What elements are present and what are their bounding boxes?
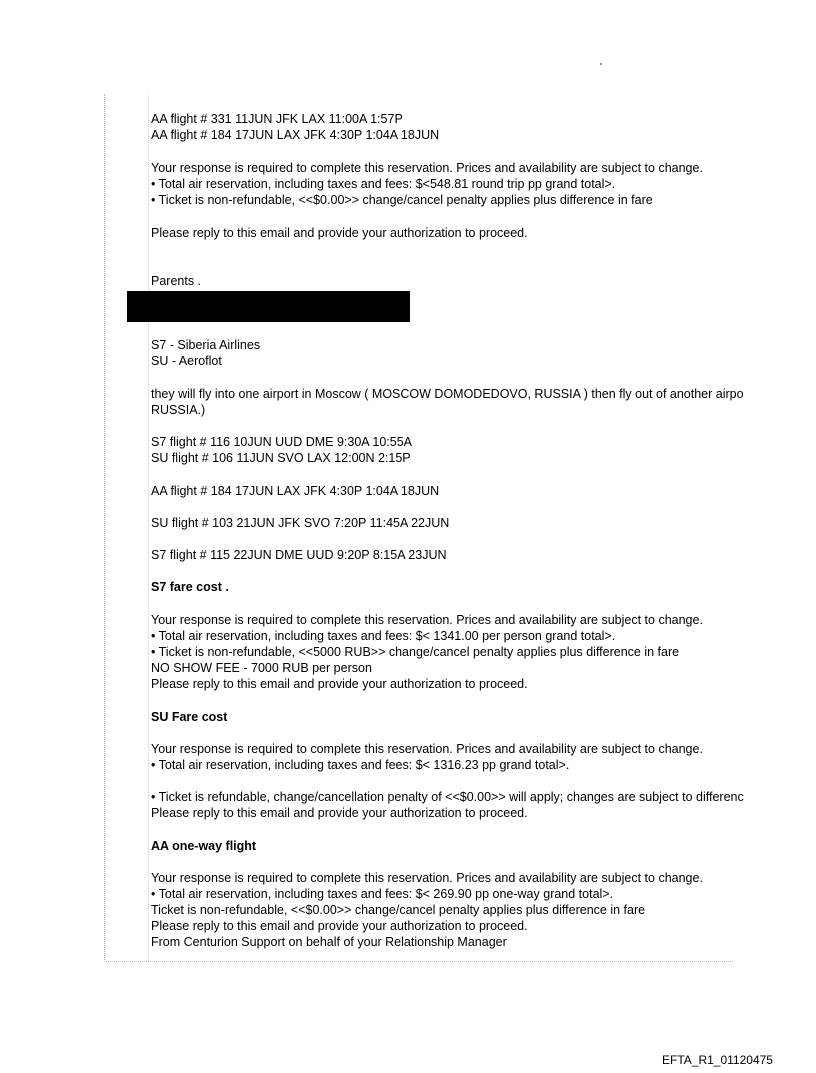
ticket-policy-bullet: • Ticket is non-refundable, <<$0.00>> change/cancel penalty applies plus difference in fare: [151, 193, 653, 207]
aa-oneway-heading: AA one-way flight: [151, 839, 257, 853]
su-flight-103: SU flight # 103 21JUN JFK SVO 7:20P 11:45A 22JUN: [151, 516, 450, 530]
s7-flight-115: S7 flight # 115 22JUN DME UUD 9:20P 8:15A 23JUN: [151, 548, 447, 562]
parents-label: Parents .: [151, 274, 202, 288]
s7-no-show-fee: NO SHOW FEE - 7000 RUB per person: [151, 661, 372, 675]
moscow-note-line1: they will fly into one airport in Moscow ( MOSCOW DOMODEDOVO, RUSSIA ) then fly out of another airpo: [151, 387, 744, 401]
aa-total-bullet: • Total air reservation, including taxes and fees: $< 269.90 pp one-way grand total>.: [151, 887, 614, 901]
su-ticket-bullet: • Ticket is refundable, change/cancellation penalty of <<$0.00>> will apply; changes are subject to differenc: [151, 790, 744, 804]
su-fare-heading: SU Fare cost: [151, 710, 228, 724]
aa-flight-184: AA flight # 184 17JUN LAX JFK 4:30P 1:04A 18JUN: [151, 128, 440, 142]
s7-ticket-bullet: • Ticket is non-refundable, <<5000 RUB>> change/cancel penalty applies plus difference in fare: [151, 645, 680, 659]
moscow-note-line2: RUSSIA.): [151, 403, 206, 417]
aa-ticket-line: Ticket is non-refundable, <<$0.00>> change/cancel penalty applies plus difference in fare: [151, 903, 646, 917]
document-id: EFTA_R1_01120475: [662, 1053, 773, 1067]
s7-fare-heading: S7 fare cost .: [151, 580, 229, 594]
su-flight-106: SU flight # 106 11JUN SVO LAX 12:00N 2:15P: [151, 451, 411, 465]
response-required-text: Your response is required to complete this reservation. Prices and availability are subject to change.: [151, 161, 703, 175]
s7-flight-116: S7 flight # 116 10JUN UUD DME 9:30A 10:55A: [151, 435, 413, 449]
stray-mark: ': [600, 62, 602, 73]
signature-line: From Centurion Support on behalf of your Relationship Manager: [151, 935, 507, 949]
su-reply-instruction: Please reply to this email and provide your authorization to proceed.: [151, 806, 528, 820]
s7-total-bullet: • Total air reservation, including taxes and fees: $< 1341.00 per person grand total>.: [151, 629, 616, 643]
s7-response-text: Your response is required to complete this reservation. Prices and availability are subject to change.: [151, 613, 703, 627]
aa-flight-184-parents: AA flight # 184 17JUN LAX JFK 4:30P 1:04A 18JUN: [151, 484, 440, 498]
aa-flight-331: AA flight # 331 11JUN JFK LAX 11:00A 1:57P: [151, 112, 403, 126]
aa-reply-instruction: Please reply to this email and provide your authorization to proceed.: [151, 919, 528, 933]
aa-response-text: Your response is required to complete this reservation. Prices and availability are subject to change.: [151, 871, 703, 885]
total-reservation-bullet: • Total air reservation, including taxes and fees: $<548.81 round trip pp grand total>.: [151, 177, 616, 191]
su-total-bullet: • Total air reservation, including taxes and fees: $< 1316.23 pp grand total>.: [151, 758, 570, 772]
su-response-text: Your response is required to complete this reservation. Prices and availability are subject to change.: [151, 742, 703, 756]
reply-instruction: Please reply to this email and provide your authorization to proceed.: [151, 226, 528, 240]
airline-su: SU - Aeroflot: [151, 354, 222, 368]
s7-reply-instruction: Please reply to this email and provide your authorization to proceed.: [151, 677, 528, 691]
airline-s7: S7 - Siberia Airlines: [151, 338, 261, 352]
redaction-bar: [127, 291, 410, 322]
quote-rule: [148, 94, 149, 961]
